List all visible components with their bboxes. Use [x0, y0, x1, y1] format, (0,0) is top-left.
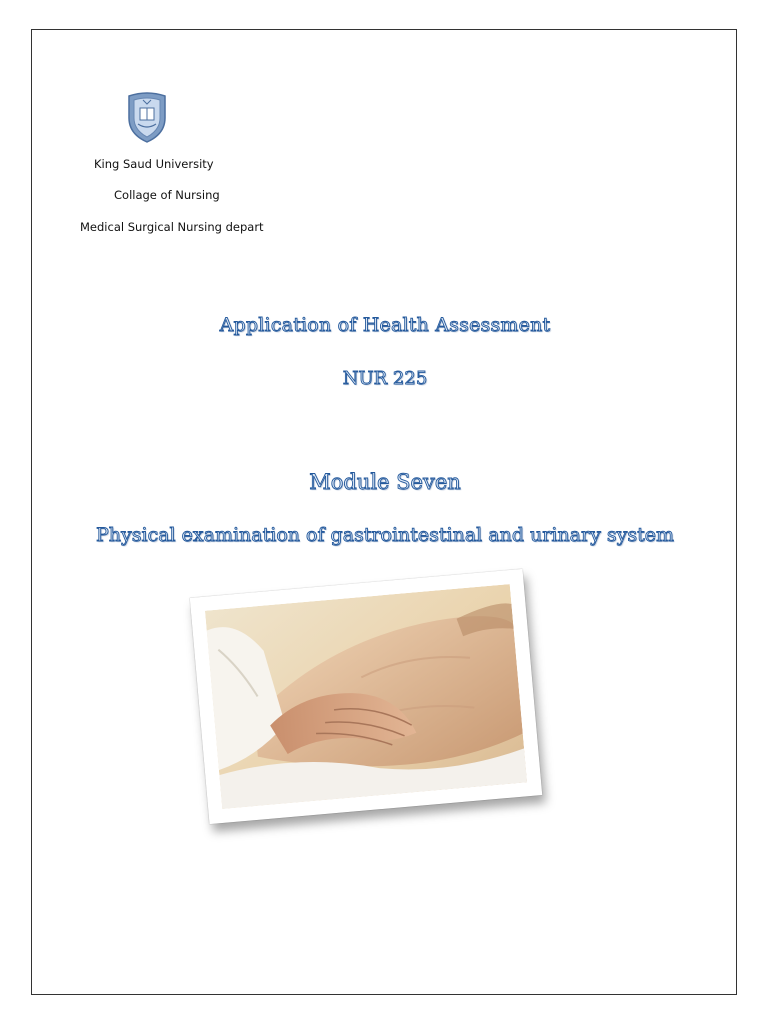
- college-name: Collage of Nursing: [114, 188, 220, 202]
- university-crest-icon: [125, 92, 169, 144]
- photo-frame: [190, 569, 543, 824]
- university-name: King Saud University: [94, 157, 214, 171]
- module-topic: Physical examination of gastrointestinal and urinary system: [96, 524, 674, 546]
- course-code: NUR 225: [342, 368, 428, 389]
- module-heading: Module Seven: [309, 470, 461, 494]
- abdominal-palpation-photo: [205, 584, 527, 809]
- department-name: Medical Surgical Nursing depart: [80, 220, 264, 234]
- document-page: [31, 29, 737, 995]
- document-title: Application of Health Assessment: [219, 314, 551, 336]
